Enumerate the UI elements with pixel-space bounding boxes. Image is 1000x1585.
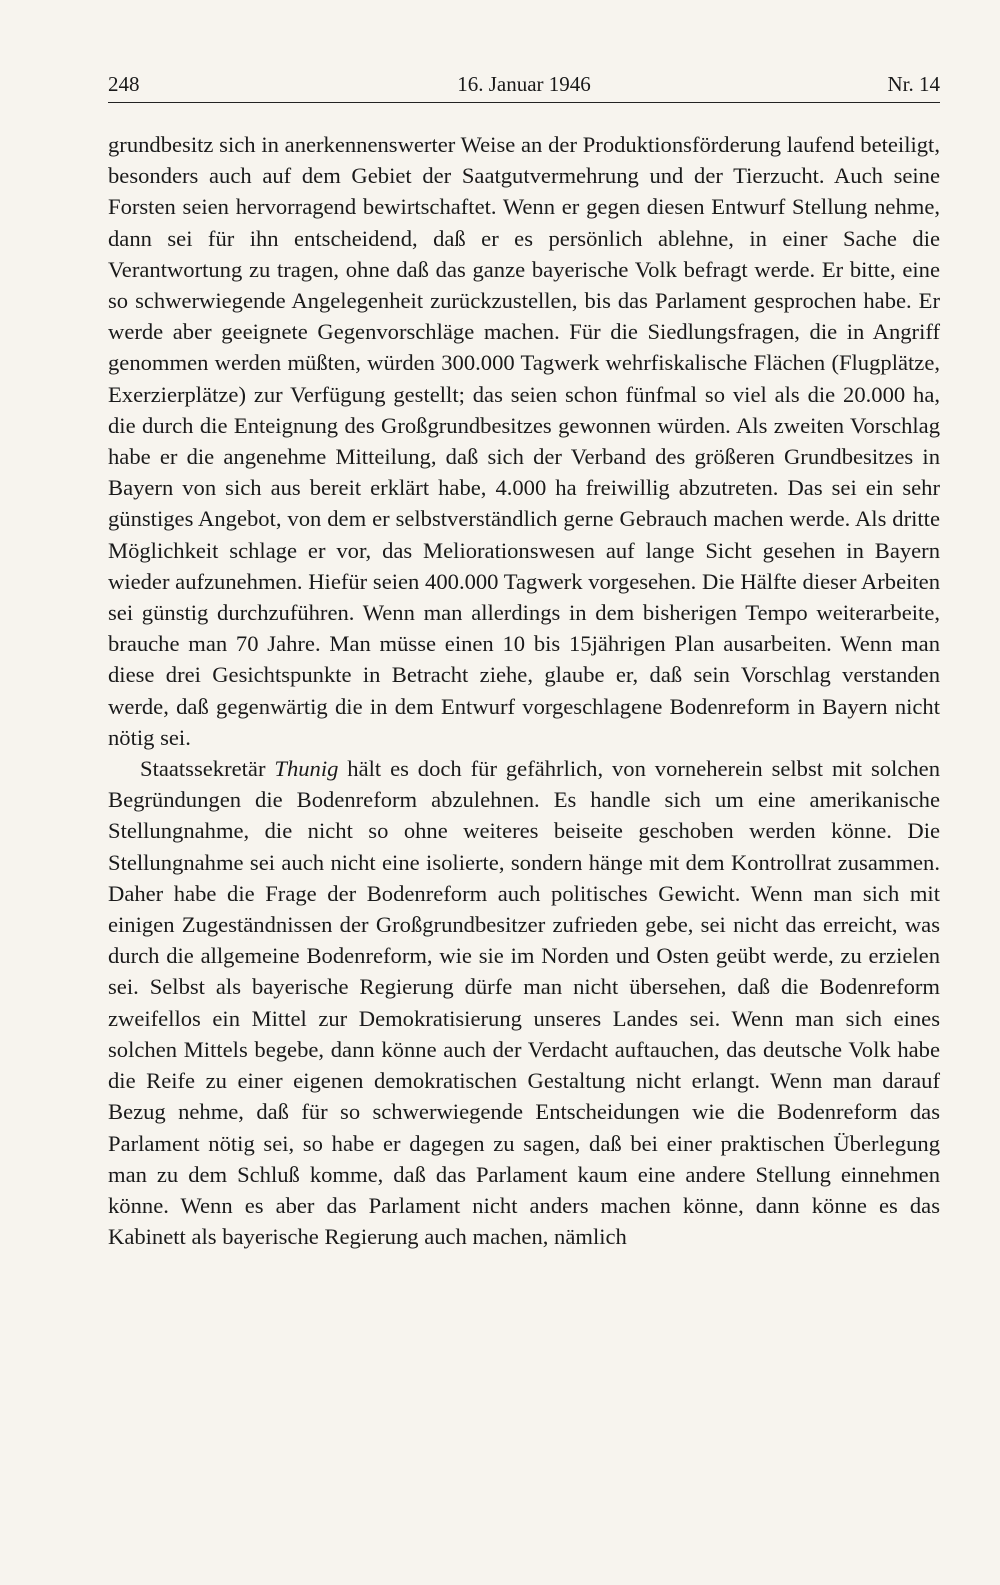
running-head (108, 70, 940, 98)
paragraph-2 (108, 753, 940, 1252)
header-divider (108, 102, 940, 103)
document-page (108, 70, 940, 1252)
paragraph-1 (108, 129, 940, 753)
paragraph-1-text: grundbesitz sich in anerkennenswerter Weise an der Produktionsförderung laufend beteiligt, besonders auch auf dem Gebiet der Saatgutvermehrung und der Tierzucht. Auch seine Forsten seien hervorragend bewirtschaftet. Wenn er gegen diesen Entwurf Stellung nehme, dann sei für ihn entscheidend, daß er es persönlich ablehne, in einer Sache die Verantwortung zu tragen, ohne daß das ganze bayerische Volk befragt werde. Er bitte, eine so schwerwiegende Angelegenheit zurückzustellen, bis das Parlament gesprochen habe. Er werde aber geeignete Gegenvorschläge machen. Für die Siedlungsfragen, die in Angriff genommen werden müßten, würden 300.000 Tagwerk wehrfiskalische Flächen (Flugplätze, Exerzierplätze) zur Verfügung gestellt; das seien schon fünfmal so viel als die 20.000 ha, die durch die Enteignung des Großgrundbesitzes gewonnen würden. Als zweiten Vorschlag habe er die angenehme Mitteilung, daß sich der Verband des größeren Grundbesitzes in Bayern von sich aus bereit erklärt habe, 4.000 ha freiwillig abzutreten. Das sei ein sehr günstiges Angebot, von dem er selbstverständlich gerne Gebrauch machen werde. Als dritte Möglichkeit schlage er vor, das Meliorationswesen auf lange Sicht gesehen in Bayern wieder aufzunehmen. Hiefür seien 400.000 Tagwerk vorgesehen. Die Hälfte dieser Arbeiten sei günstig durchzuführen. Wenn man allerdings in dem bisherigen Tempo weiterarbeite, brauche man 70 Jahre. Man müsse einen 10 bis 15jährigen Plan ausarbeiten. Wenn man diese drei Gesichtspunkte in Betracht ziehe, glaube er, daß sein Vorschlag verstanden werde, daß gegenwärtig die in dem Entwurf vorgeschlagene Bodenreform in Bayern nicht nötig sei. (108, 132, 940, 750)
paragraph-2-prefix: Staatssekretär (140, 756, 275, 782)
page-number: 248 (108, 72, 140, 96)
body-text (108, 129, 940, 1252)
paragraph-2-text: hält es doch für gefährlich, von vorneherein selbst mit solchen Begründungen die Bodenreform abzulehnen. Es handle sich um eine amerikanische Stellungnahme, die nicht so ohne weiteres beiseite geschoben werden könne. Die Stellungnahme sei auch nicht eine isolierte, sondern hänge mit dem Kontrollrat zusammen. Daher habe die Frage der Bodenreform auch politisches Gewicht. Wenn man sich mit einigen Zugeständnissen der Großgrundbesitzer zufrieden gebe, sei nicht das erreicht, was durch die allgemeine Bodenreform, wie sie im Norden und Osten geübt werde, zu erzielen sei. Selbst als bayerische Regierung dürfe man nicht übersehen, daß die Bodenreform zweifellos ein Mittel zur Demokratisierung unseres Landes sei. Wenn man sich eines solchen Mittels begebe, dann könne auch der Verdacht auftauchen, das deutsche Volk habe die Reife zu einer eigenen demokratischen Gestaltung nicht erlangt. Wenn man darauf Bezug nehme, daß für so schwerwiegende Entscheidungen wie die Bodenreform das Parlament nötig sei, so habe er dagegen zu sagen, daß bei einer praktischen Überlegung man zu dem Schluß komme, daß das Parlament kaum eine andere Stellung einnehmen könne. Wenn es aber das Parlament nicht anders machen könne, dann könne es das Kabinett als bayerische Regierung auch machen, nämlich (108, 756, 940, 1250)
speaker-name: Thunig (274, 756, 339, 782)
issue-number: Nr. 14 (887, 72, 940, 96)
issue-date: 16. Januar 1946 (457, 72, 591, 96)
